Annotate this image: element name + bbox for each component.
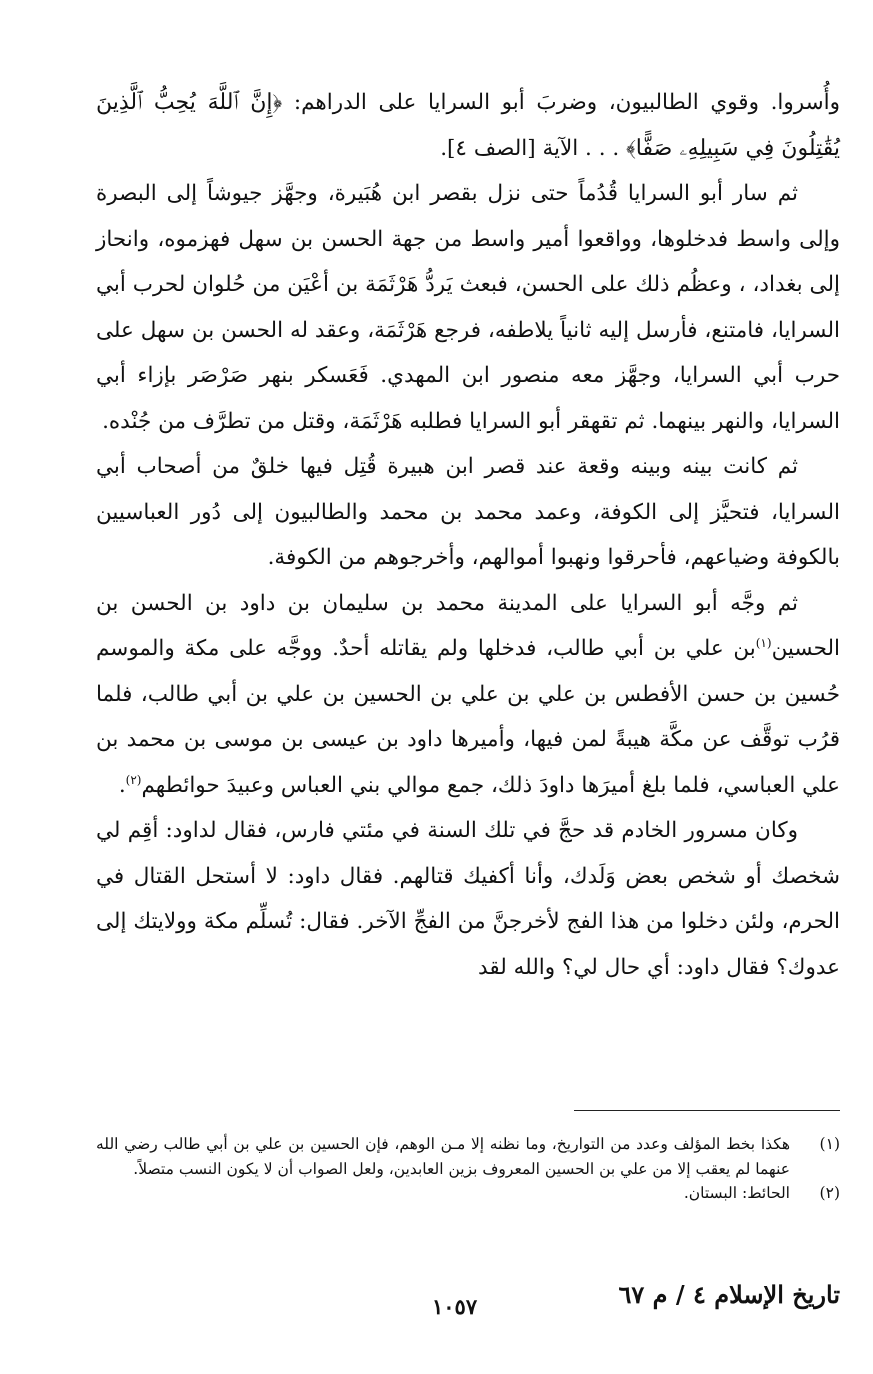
paragraph-4-text-a: ثم وجَّه أبو السرايا على المدينة محمد بن سليمان بن داود بن الحسن بن الحسين <box>96 590 840 661</box>
page-footer <box>96 1280 840 1330</box>
paragraph-4-text-c: . <box>118 772 126 798</box>
footnotes <box>96 1132 840 1206</box>
paragraph-1-text-b: . . . الآية [الصف ٤]. <box>440 135 627 161</box>
paragraph-2: ثم سار أبو السرايا قُدُماً حتى نزل بقصر ابن هُبَيرة، وجهَّز جيوشاً إلى البصرة وإلى واسط فدخلوها، وواقعوا أمير واسط من جهة الحسن بن سهل فهزموه، وانحاز إلى بغداد، ، وعظُم ذلك على الحسن، فبعث يَردُّ هَرْثَمَة بن أعْيَن من حُلوان لحرب أبي السرايا، فامتنع، فأرسل إليه ثانياً يلاطفه، فرجع هَرْثَمَة، وعقد له الحسن بن سهل على حرب أبي السرايا، وجهَّز معه منصور ابن المهدي. فَعَسكر بنهر صَرْصَر بإزاء أبي السرايا، والنهر بينهما. ثم تقهقر أبو السرايا فطلبه هَرْثَمَة، وقتل من تطرَّف من جُنْده. <box>96 181 840 434</box>
main-text <box>96 80 840 990</box>
book-reference: تاريخ الإسلام ٤ / م ٦٧ <box>618 1280 840 1309</box>
quran-verse: ﴿إِنَّ ٱللَّهَ يُحِبُّ ٱلَّذِينَ يُقَٰتِلُونَ فِي سَبِيلِهِۦ صَفًّا﴾ <box>96 90 840 161</box>
footnote-1 <box>96 1132 840 1181</box>
paragraph-5: وكان مسرور الخادم قد حجَّ في تلك السنة في مئتي فارس، فقال لداود: أقِم لي شخصك أو شخص بعض وَلَدك، وأنا أكفيك قتالهم. فقال داود: لا أستحل القتال في الحرم، ولئن دخلوا من هذا الفج لأخرجنَّ من الفجِّ الآخر. فقال: تُسلِّم مكة وولايتك إلى عدوك؟ فقال داود: أي حال لي؟ والله لقد <box>96 818 840 980</box>
paragraph-1-text-a: وأُسروا. وقوي الطالبيون، وضربَ أبو السرايا على الدراهم: <box>282 90 840 115</box>
footnote-divider <box>574 1110 840 1111</box>
paragraph-1 <box>96 80 840 171</box>
paragraph-3: ثم كانت بينه وبينه وقعة عند قصر ابن هبيرة قُتِل فيها خلقٌ من أصحاب أبي السرايا، فتحيَّز إلى الكوفة، وعمد محمد بن محمد والطالبيون إلى دُور العباسيين بالكوفة وضياعهم، فأحرقوا ونهبوا أموالهم، وأخرجوهم من الكوفة. <box>96 454 840 570</box>
footnote-2 <box>96 1181 840 1206</box>
paragraph-4-text-b: بن علي بن أبي طالب، فدخلها ولم يقاتله أحدٌ. ووجَّه على مكة والموسم حُسين بن حسن الأفطس بن علي بن علي بن الحسين بن علي بن أبي طالب، فلما قرُب توقَّف عن مكَّة هيبةً لمن فيها، وأميرها داود بن عيسى بن موسى بن محمد بن علي العباسي، فلما بلغ أميرَها داودَ ذلك، جمع موالي بني العباس وعبيدَ حوائطهم <box>96 636 840 798</box>
footnote-ref-2[interactable]: (٢) <box>125 772 142 787</box>
footnote-number: (١) <box>819 1135 840 1153</box>
page-number: ١٠٥٧ <box>432 1294 478 1319</box>
footnote-text: الحائط: البستان. <box>683 1184 790 1202</box>
footnote-ref-1[interactable]: (١) <box>755 635 772 650</box>
footnote-text: هكذا بخط المؤلف وعدد من التواريخ، وما نظنه إلا مـن الوهم، فإن الحسين بن علي بن أبي طالب رضي الله عنهما لم يعقب إلا من علي بن الحسين المعروف بزين العابدين، ولعل الصواب أن لا يكون النسب متصلاً. <box>96 1135 790 1178</box>
paragraph-4 <box>96 581 840 809</box>
footnote-number: (٢) <box>819 1184 840 1202</box>
